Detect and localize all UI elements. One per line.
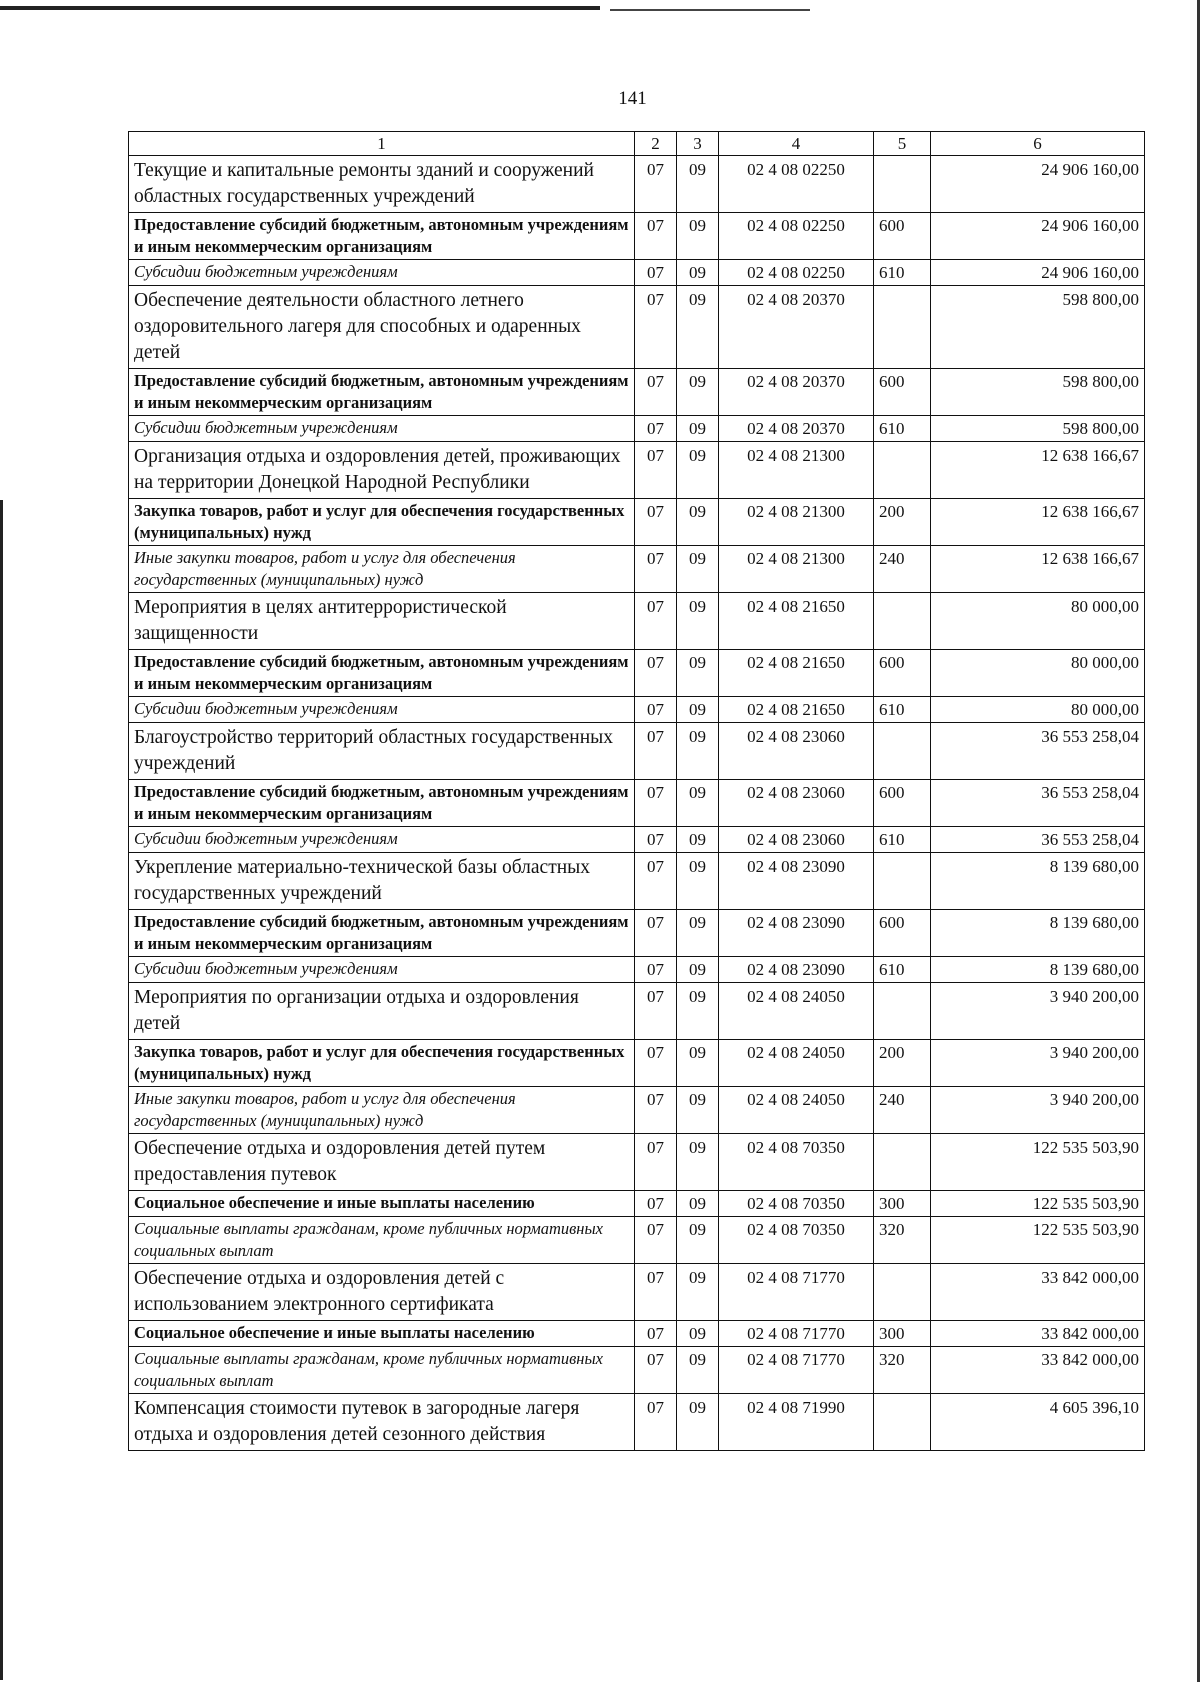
target-article-code-cell: 02 4 08 02250: [719, 156, 874, 213]
expense-type-code-cell: 600: [874, 910, 931, 957]
target-article-code-cell: 02 4 08 21650: [719, 697, 874, 723]
subsection-code-cell: 09: [677, 1264, 719, 1321]
target-article-code-cell: 02 4 08 70350: [719, 1217, 874, 1264]
table-row: [129, 853, 1145, 910]
subsection-code-cell: 09: [677, 286, 719, 369]
expense-type-code-cell: [874, 442, 931, 499]
subsection-code-cell: 09: [677, 1394, 719, 1451]
amount-cell: 33 842 000,00: [931, 1264, 1145, 1321]
amount-cell: 12 638 166,67: [931, 442, 1145, 499]
target-article-code-cell: 02 4 08 23060: [719, 723, 874, 780]
header-col-6: 6: [931, 132, 1145, 156]
subsection-code-cell: 09: [677, 1347, 719, 1394]
section-code-cell: 07: [635, 546, 677, 593]
amount-cell: 12 638 166,67: [931, 546, 1145, 593]
row-name-cell: Текущие и капитальные ремонты зданий и сооружений областных государственных учреждений: [129, 156, 635, 213]
subsection-code-cell: 09: [677, 983, 719, 1040]
amount-cell: 8 139 680,00: [931, 853, 1145, 910]
section-code-cell: 07: [635, 369, 677, 416]
target-article-code-cell: 02 4 08 70350: [719, 1191, 874, 1217]
amount-cell: 33 842 000,00: [931, 1347, 1145, 1394]
section-code-cell: 07: [635, 1394, 677, 1451]
target-article-code-cell: 02 4 08 24050: [719, 1040, 874, 1087]
expense-type-code-cell: [874, 1394, 931, 1451]
section-code-cell: 07: [635, 650, 677, 697]
target-article-code-cell: 02 4 08 21650: [719, 650, 874, 697]
section-code-cell: 07: [635, 286, 677, 369]
table-row: [129, 1394, 1145, 1451]
row-name-cell: Обеспечение отдыха и оздоровления детей с использованием электронного сертификата: [129, 1264, 635, 1321]
target-article-code-cell: 02 4 08 24050: [719, 983, 874, 1040]
expense-type-code-cell: 320: [874, 1217, 931, 1264]
section-code-cell: 07: [635, 1191, 677, 1217]
table-row: [129, 983, 1145, 1040]
expense-type-code-cell: 300: [874, 1321, 931, 1347]
section-code-cell: 07: [635, 260, 677, 286]
amount-cell: 598 800,00: [931, 369, 1145, 416]
section-code-cell: 07: [635, 910, 677, 957]
target-article-code-cell: 02 4 08 20370: [719, 286, 874, 369]
subsection-code-cell: 09: [677, 499, 719, 546]
expense-type-code-cell: [874, 593, 931, 650]
amount-cell: 4 605 396,10: [931, 1394, 1145, 1451]
target-article-code-cell: 02 4 08 21300: [719, 499, 874, 546]
section-code-cell: 07: [635, 1264, 677, 1321]
table-row: [129, 697, 1145, 723]
table-row: [129, 1134, 1145, 1191]
target-article-code-cell: 02 4 08 23060: [719, 827, 874, 853]
amount-cell: 122 535 503,90: [931, 1134, 1145, 1191]
table-row: [129, 499, 1145, 546]
row-name-cell: Предоставление субсидий бюджетным, автономным учреждениям и иным некоммерческим организациям: [129, 213, 635, 260]
amount-cell: 24 906 160,00: [931, 156, 1145, 213]
amount-cell: 80 000,00: [931, 697, 1145, 723]
row-name-cell: Обеспечение деятельности областного летнего оздоровительного лагеря для способных и одаренных детей: [129, 286, 635, 369]
subsection-code-cell: 09: [677, 442, 719, 499]
table-row: [129, 827, 1145, 853]
amount-cell: 3 940 200,00: [931, 983, 1145, 1040]
table-row: [129, 910, 1145, 957]
table-row: [129, 1040, 1145, 1087]
target-article-code-cell: 02 4 08 71770: [719, 1321, 874, 1347]
row-name-cell: Предоставление субсидий бюджетным, автономным учреждениям и иным некоммерческим организациям: [129, 650, 635, 697]
amount-cell: 8 139 680,00: [931, 957, 1145, 983]
header-col-3: 3: [677, 132, 719, 156]
table-row: [129, 1087, 1145, 1134]
row-name-cell: Социальные выплаты гражданам, кроме публичных нормативных социальных выплат: [129, 1217, 635, 1264]
table-row: [129, 593, 1145, 650]
section-code-cell: 07: [635, 957, 677, 983]
section-code-cell: 07: [635, 213, 677, 260]
amount-cell: 598 800,00: [931, 286, 1145, 369]
subsection-code-cell: 09: [677, 853, 719, 910]
target-article-code-cell: 02 4 08 20370: [719, 369, 874, 416]
page-number: 141: [618, 88, 647, 109]
subsection-code-cell: 09: [677, 156, 719, 213]
amount-cell: 36 553 258,04: [931, 780, 1145, 827]
row-name-cell: Организация отдыха и оздоровления детей, проживающих на территории Донецкой Народной Республики: [129, 442, 635, 499]
amount-cell: 33 842 000,00: [931, 1321, 1145, 1347]
section-code-cell: 07: [635, 156, 677, 213]
section-code-cell: 07: [635, 853, 677, 910]
row-name-cell: Субсидии бюджетным учреждениям: [129, 416, 635, 442]
table-row: [129, 416, 1145, 442]
target-article-code-cell: 02 4 08 70350: [719, 1134, 874, 1191]
section-code-cell: 07: [635, 697, 677, 723]
row-name-cell: Обеспечение отдыха и оздоровления детей путем предоставления путевок: [129, 1134, 635, 1191]
table-row: [129, 1321, 1145, 1347]
subsection-code-cell: 09: [677, 1040, 719, 1087]
expense-type-code-cell: 610: [874, 957, 931, 983]
row-name-cell: Предоставление субсидий бюджетным, автономным учреждениям и иным некоммерческим организациям: [129, 780, 635, 827]
amount-cell: 122 535 503,90: [931, 1217, 1145, 1264]
row-name-cell: Закупка товаров, работ и услуг для обеспечения государственных (муниципальных) нужд: [129, 499, 635, 546]
section-code-cell: 07: [635, 1217, 677, 1264]
header-col-2: 2: [635, 132, 677, 156]
section-code-cell: 07: [635, 593, 677, 650]
target-article-code-cell: 02 4 08 71770: [719, 1347, 874, 1394]
table-row: [129, 957, 1145, 983]
table-row: [129, 213, 1145, 260]
row-name-cell: Компенсация стоимости путевок в загородные лагеря отдыха и оздоровления детей сезонного действия: [129, 1394, 635, 1451]
section-code-cell: 07: [635, 1134, 677, 1191]
scan-edge-top: [0, 6, 600, 10]
target-article-code-cell: 02 4 08 23090: [719, 957, 874, 983]
expense-type-code-cell: [874, 1264, 931, 1321]
target-article-code-cell: 02 4 08 21300: [719, 442, 874, 499]
amount-cell: 122 535 503,90: [931, 1191, 1145, 1217]
scan-edge-left: [0, 500, 3, 1680]
target-article-code-cell: 02 4 08 20370: [719, 416, 874, 442]
expense-type-code-cell: 240: [874, 1087, 931, 1134]
row-name-cell: Благоустройство территорий областных государственных учреждений: [129, 723, 635, 780]
expense-type-code-cell: [874, 156, 931, 213]
section-code-cell: 07: [635, 416, 677, 442]
subsection-code-cell: 09: [677, 1087, 719, 1134]
expense-type-code-cell: 240: [874, 546, 931, 593]
section-code-cell: 07: [635, 983, 677, 1040]
row-name-cell: Социальные выплаты гражданам, кроме публичных нормативных социальных выплат: [129, 1347, 635, 1394]
expense-type-code-cell: [874, 286, 931, 369]
expense-type-code-cell: 300: [874, 1191, 931, 1217]
expense-type-code-cell: 610: [874, 827, 931, 853]
subsection-code-cell: 09: [677, 957, 719, 983]
subsection-code-cell: 09: [677, 1191, 719, 1217]
table-row: [129, 1217, 1145, 1264]
row-name-cell: Мероприятия в целях антитеррористической защищенности: [129, 593, 635, 650]
expense-type-code-cell: 610: [874, 260, 931, 286]
row-name-cell: Иные закупки товаров, работ и услуг для обеспечения государственных (муниципальных) нужд: [129, 1087, 635, 1134]
subsection-code-cell: 09: [677, 697, 719, 723]
subsection-code-cell: 09: [677, 260, 719, 286]
amount-cell: 80 000,00: [931, 650, 1145, 697]
amount-cell: 12 638 166,67: [931, 499, 1145, 546]
subsection-code-cell: 09: [677, 593, 719, 650]
amount-cell: 3 940 200,00: [931, 1040, 1145, 1087]
subsection-code-cell: 09: [677, 1217, 719, 1264]
expense-type-code-cell: 200: [874, 499, 931, 546]
table-row: [129, 650, 1145, 697]
amount-cell: 36 553 258,04: [931, 827, 1145, 853]
subsection-code-cell: 09: [677, 910, 719, 957]
table-row: [129, 156, 1145, 213]
section-code-cell: 07: [635, 1347, 677, 1394]
target-article-code-cell: 02 4 08 23060: [719, 780, 874, 827]
table-row: [129, 723, 1145, 780]
table-row: [129, 1347, 1145, 1394]
table-body: [129, 156, 1145, 1451]
section-code-cell: 07: [635, 827, 677, 853]
section-code-cell: 07: [635, 723, 677, 780]
section-code-cell: 07: [635, 442, 677, 499]
table-row: [129, 260, 1145, 286]
amount-cell: 24 906 160,00: [931, 213, 1145, 260]
table-row: [129, 546, 1145, 593]
row-name-cell: Закупка товаров, работ и услуг для обеспечения государственных (муниципальных) нужд: [129, 1040, 635, 1087]
expense-type-code-cell: 600: [874, 369, 931, 416]
subsection-code-cell: 09: [677, 416, 719, 442]
expense-type-code-cell: 610: [874, 416, 931, 442]
expense-type-code-cell: 600: [874, 780, 931, 827]
table-row: [129, 286, 1145, 369]
target-article-code-cell: 02 4 08 21300: [719, 546, 874, 593]
subsection-code-cell: 09: [677, 723, 719, 780]
target-article-code-cell: 02 4 08 21650: [719, 593, 874, 650]
expense-type-code-cell: 600: [874, 213, 931, 260]
expense-type-code-cell: 610: [874, 697, 931, 723]
expense-type-code-cell: [874, 723, 931, 780]
subsection-code-cell: 09: [677, 369, 719, 416]
table-header-row: [129, 132, 1145, 156]
section-code-cell: 07: [635, 1321, 677, 1347]
amount-cell: 36 553 258,04: [931, 723, 1145, 780]
scan-edge-top-secondary: [610, 9, 810, 11]
expense-type-code-cell: [874, 1134, 931, 1191]
row-name-cell: Социальное обеспечение и иные выплаты населению: [129, 1191, 635, 1217]
row-name-cell: Предоставление субсидий бюджетным, автономным учреждениям и иным некоммерческим организациям: [129, 369, 635, 416]
row-name-cell: Субсидии бюджетным учреждениям: [129, 260, 635, 286]
table-row: [129, 780, 1145, 827]
table-row: [129, 369, 1145, 416]
row-name-cell: Субсидии бюджетным учреждениям: [129, 827, 635, 853]
amount-cell: 3 940 200,00: [931, 1087, 1145, 1134]
target-article-code-cell: 02 4 08 23090: [719, 853, 874, 910]
amount-cell: 598 800,00: [931, 416, 1145, 442]
row-name-cell: Укрепление материально-технической базы областных государственных учреждений: [129, 853, 635, 910]
expense-type-code-cell: [874, 853, 931, 910]
target-article-code-cell: 02 4 08 02250: [719, 213, 874, 260]
header-col-1: 1: [129, 132, 635, 156]
subsection-code-cell: 09: [677, 213, 719, 260]
row-name-cell: Мероприятия по организации отдыха и оздоровления детей: [129, 983, 635, 1040]
budget-table: [128, 131, 1145, 1451]
section-code-cell: 07: [635, 1040, 677, 1087]
section-code-cell: 07: [635, 499, 677, 546]
header-col-5: 5: [874, 132, 931, 156]
target-article-code-cell: 02 4 08 71990: [719, 1394, 874, 1451]
target-article-code-cell: 02 4 08 02250: [719, 260, 874, 286]
expense-type-code-cell: 200: [874, 1040, 931, 1087]
subsection-code-cell: 09: [677, 827, 719, 853]
row-name-cell: Субсидии бюджетным учреждениям: [129, 957, 635, 983]
row-name-cell: Иные закупки товаров, работ и услуг для обеспечения государственных (муниципальных) нужд: [129, 546, 635, 593]
row-name-cell: Социальное обеспечение и иные выплаты населению: [129, 1321, 635, 1347]
expense-type-code-cell: 600: [874, 650, 931, 697]
subsection-code-cell: 09: [677, 1134, 719, 1191]
subsection-code-cell: 09: [677, 650, 719, 697]
subsection-code-cell: 09: [677, 780, 719, 827]
expense-type-code-cell: 320: [874, 1347, 931, 1394]
table-row: [129, 1191, 1145, 1217]
section-code-cell: 07: [635, 780, 677, 827]
target-article-code-cell: 02 4 08 24050: [719, 1087, 874, 1134]
target-article-code-cell: 02 4 08 71770: [719, 1264, 874, 1321]
row-name-cell: Предоставление субсидий бюджетным, автономным учреждениям и иным некоммерческим организациям: [129, 910, 635, 957]
section-code-cell: 07: [635, 1087, 677, 1134]
amount-cell: 8 139 680,00: [931, 910, 1145, 957]
table-row: [129, 1264, 1145, 1321]
expense-type-code-cell: [874, 983, 931, 1040]
header-col-4: 4: [719, 132, 874, 156]
row-name-cell: Субсидии бюджетным учреждениям: [129, 697, 635, 723]
subsection-code-cell: 09: [677, 546, 719, 593]
amount-cell: 24 906 160,00: [931, 260, 1145, 286]
amount-cell: 80 000,00: [931, 593, 1145, 650]
table-row: [129, 442, 1145, 499]
subsection-code-cell: 09: [677, 1321, 719, 1347]
target-article-code-cell: 02 4 08 23090: [719, 910, 874, 957]
